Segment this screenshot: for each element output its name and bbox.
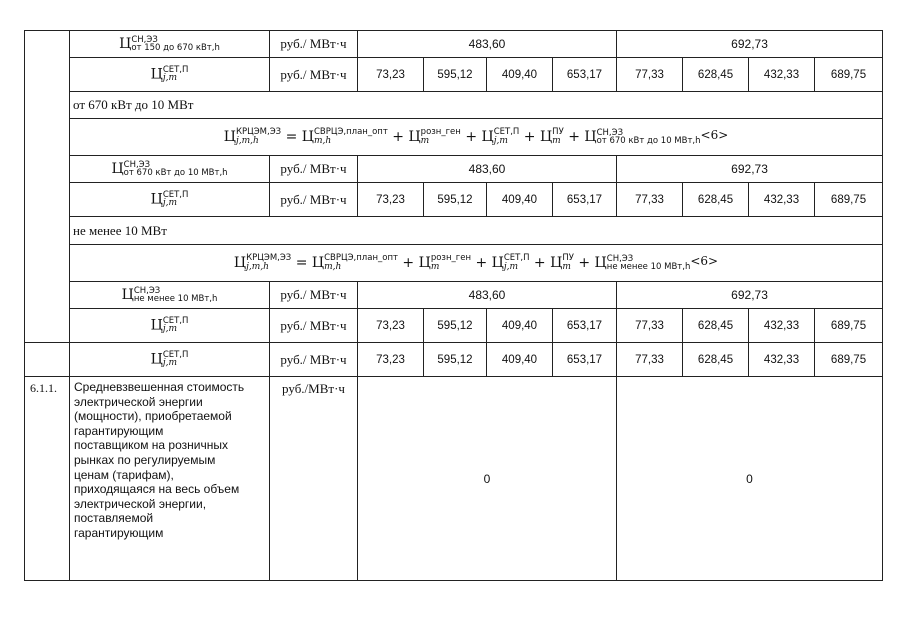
merged-value-left: 0: [358, 377, 617, 581]
indicator-set: Ц СЕТ,П j,m: [70, 343, 270, 377]
value-cell: 73,23: [358, 58, 424, 92]
unit-cell: руб./ МВт·ч: [270, 343, 358, 377]
value-cell: 432,33: [749, 183, 815, 217]
value-cell: 432,33: [749, 343, 815, 377]
table-row: [25, 92, 883, 119]
table-row: [25, 309, 883, 343]
footnote-ref: <6>: [700, 128, 729, 143]
unit-cell: руб./ МВт·ч: [270, 156, 358, 183]
table-row: [25, 58, 883, 92]
table-row: [25, 282, 883, 309]
value-cell: 653,17: [553, 343, 617, 377]
value-cell: 628,45: [683, 343, 749, 377]
unit-cell: руб./ МВт·ч: [270, 309, 358, 343]
value-cell: 689,75: [815, 309, 883, 343]
unit-cell: руб./ МВт·ч: [270, 282, 358, 309]
table-row: [25, 217, 883, 245]
table-row: [25, 183, 883, 217]
value-cell: 628,45: [683, 309, 749, 343]
value-cell: 73,23: [358, 309, 424, 343]
value-cell: 409,40: [487, 183, 553, 217]
value-cell: 595,12: [424, 343, 487, 377]
table-row: [25, 119, 883, 156]
merged-value-right: 692,73: [617, 31, 883, 58]
value-cell: 77,33: [617, 58, 683, 92]
value-cell: 595,12: [424, 183, 487, 217]
value-cell: 77,33: [617, 309, 683, 343]
table-row: [25, 377, 883, 581]
number-column-cell: [25, 343, 70, 377]
merged-value-right: 692,73: [617, 156, 883, 183]
value-cell: 73,23: [358, 183, 424, 217]
table-row: [25, 343, 883, 377]
value-cell: 73,23: [358, 343, 424, 377]
unit-cell: руб./ МВт·ч: [270, 183, 358, 217]
value-cell: 432,33: [749, 58, 815, 92]
formula-670: Ц КРЦЭМ,ЭЗ j,m,h = Ц СВРЦЭ,план_опт m,h + Ц розн_ген m + Ц СЕТ,П j,m + Ц ПУ m + Ц СН,ЭЗ от 670 кВт до 10 МВт,h <6>: [70, 119, 883, 156]
value-cell: 653,17: [553, 309, 617, 343]
value-cell: 595,12: [424, 309, 487, 343]
row-number: 6.1.1.: [25, 377, 70, 581]
table-row: [25, 156, 883, 183]
footnote-ref: <6>: [690, 254, 719, 269]
table-row: [25, 31, 883, 58]
indicator-set: Ц СЕТ,П j,m: [70, 309, 270, 343]
value-cell: 77,33: [617, 183, 683, 217]
indicator-sn-ne-menee-10: Ц СН,ЭЗ не менее 10 МВт,h: [70, 282, 270, 309]
merged-value-left: 483,60: [358, 31, 617, 58]
value-cell: 689,75: [815, 343, 883, 377]
merged-value-right: 0: [617, 377, 883, 581]
formula-10mw: Ц КРЦЭМ,ЭЗ j,m,h = Ц СВРЦЭ,план_опт m,h + Ц розн_ген m + Ц СЕТ,П j,m + Ц ПУ m + Ц СН,ЭЗ не менее 10 МВт,h <6>: [70, 245, 883, 282]
value-cell: 409,40: [487, 343, 553, 377]
value-cell: 409,40: [487, 309, 553, 343]
value-cell: 595,12: [424, 58, 487, 92]
indicator-set: Ц СЕТ,П j,m: [70, 58, 270, 92]
value-cell: 689,75: [815, 58, 883, 92]
table-row: [25, 245, 883, 282]
value-cell: 653,17: [553, 183, 617, 217]
section-heading-670: от 670 кВт до 10 МВт: [70, 92, 883, 119]
unit-cell: руб./МВт·ч: [270, 377, 358, 581]
unit-cell: руб./ МВт·ч: [270, 31, 358, 58]
merged-value-right: 692,73: [617, 282, 883, 309]
indicator-sn-150-670: Ц СН,ЭЗ от 150 до 670 кВт,h: [70, 31, 270, 58]
value-cell: 628,45: [683, 183, 749, 217]
merged-value-left: 483,60: [358, 282, 617, 309]
indicator-set: Ц СЕТ,П j,m: [70, 183, 270, 217]
tariff-table: [24, 30, 883, 581]
number-column-cell: [25, 31, 70, 343]
value-cell: 628,45: [683, 58, 749, 92]
value-cell: 689,75: [815, 183, 883, 217]
merged-value-left: 483,60: [358, 156, 617, 183]
value-cell: 77,33: [617, 343, 683, 377]
section-heading-10mw: не менее 10 МВт: [70, 217, 883, 245]
indicator-sn-670-10: Ц СН,ЭЗ от 670 кВт до 10 МВт,h: [70, 156, 270, 183]
value-cell: 409,40: [487, 58, 553, 92]
row-description: Средневзвешенная стоимость электрической энергии (мощности), приобретаемой гарантирующим поставщиком на розничных рынках по регулируемым ценам (тарифам), приходящаяся на весь объем электрической энергии, поставляемой гарантирующим: [70, 377, 270, 581]
unit-cell: руб./ МВт·ч: [270, 58, 358, 92]
value-cell: 653,17: [553, 58, 617, 92]
value-cell: 432,33: [749, 309, 815, 343]
